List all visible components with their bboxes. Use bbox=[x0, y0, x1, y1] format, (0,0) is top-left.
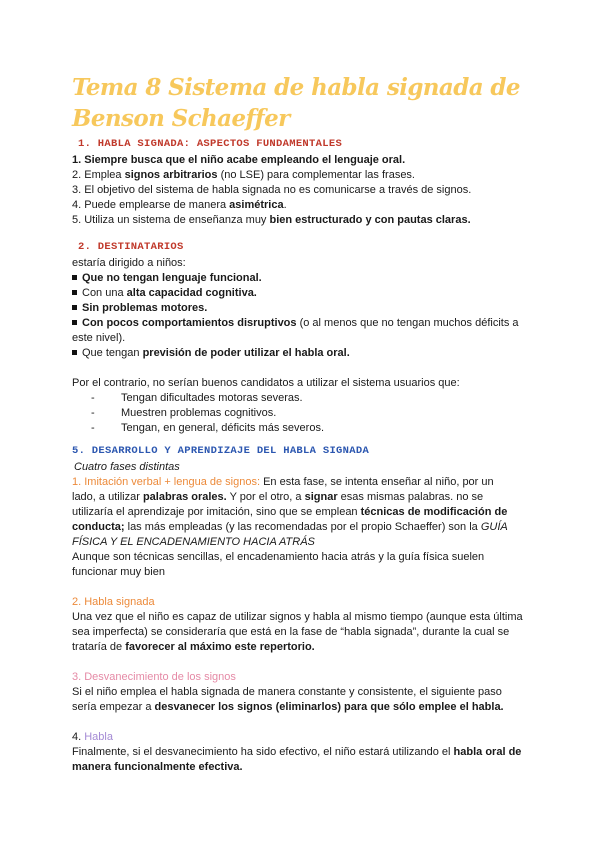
phase-4-title: Habla bbox=[84, 731, 113, 743]
contrary-text: Por el contrario, no serían buenos candidatos a utilizar el sistema usuarios que: bbox=[72, 377, 460, 389]
phase-1-line: 1. Imitación verbal + lengua de signos: En esta fase, se intenta enseñar al niño, por un bbox=[72, 476, 494, 488]
bullet-item: Con pocos comportamientos disruptivos (o al menos que no tengan muchos déficits a bbox=[72, 316, 532, 331]
square-bullet-icon bbox=[72, 305, 77, 310]
square-bullet-icon bbox=[72, 290, 77, 295]
intro-text: estaría dirigido a niños: bbox=[72, 257, 186, 269]
section-5: 5. DESARROLLO Y APRENDIZAJE DEL HABLA SIGNADA Cuatro fases distintas 1. Imitación verbal + lengua de signos: En esta fase, se intenta enseñar al niño, por un lado, a utilizar palabras orales. Y por el otro, a signar esas mismas palabras. no se utilizaría el aprendizaje por imitación, sino que se emplean técnicas de modificación de conducta; las más empleadas (y las recomendadas por el propio Schaeffer) son la GUÍA FÍSICA Y EL ENCADENAMIENTO HACIA ATRÁS Aunque son técnicas sencillas, el encadenamiento hacia atrás y la guía física suelen funcionar muy bien 2. Habla signada Una vez que el niño es capaz de utilizar signos y habla al mismo tiempo (aunque esta última sea imperfecta) se consideraría que está en la fase de “habla signada”, durante la cual se trataría de favorecer al máximo este repertorio. 3. Desvanecimiento de los signos Si el niño emplea el habla signada de manera constante y consistente, el siguiente paso sería empezar a desvanecer los signos (eliminarlos) para que sólo emplee el habla. 4. Habla Finalmente, si el desvanecimiento ha sido efectivo, el niño estará utilizando el habla oral de manera funcionalmente efectiva. bbox=[72, 445, 532, 775]
point-2: 2. Emplea signos arbitrarios (no LSE) para complementar las frases. bbox=[72, 169, 415, 181]
phase-3-title: 3. Desvanecimiento de los signos bbox=[72, 671, 236, 683]
square-bullet-icon bbox=[72, 275, 77, 280]
bullet-item-cont: este nivel). bbox=[72, 332, 126, 344]
section-heading: 5. DESARROLLO Y APRENDIZAJE DEL HABLA SIGNADA bbox=[72, 445, 370, 457]
bullet-item: Que no tengan lenguaje funcional. bbox=[72, 271, 532, 286]
dash-item: - Tengan dificultades motoras severas. bbox=[91, 392, 303, 404]
section-2 bbox=[72, 241, 532, 436]
bullet-item: Con una alta capacidad cognitiva. bbox=[72, 286, 532, 301]
section-heading: 1. HABLA SIGNADA: ASPECTOS FUNDAMENTALES bbox=[78, 138, 343, 150]
phase-4-line: 4. Habla bbox=[72, 731, 113, 743]
phase-2-title: 2. Habla signada bbox=[72, 596, 155, 608]
document-title: Tema 8 Sistema de habla signada de Benson Schaeffer bbox=[72, 74, 520, 132]
dash-item: - Tengan, en general, déficits más severos. bbox=[91, 422, 325, 434]
bullet-item: Que tengan previsión de poder utilizar el habla oral. bbox=[72, 346, 532, 361]
section-1 bbox=[72, 138, 532, 228]
section-heading: 2. DESTINATARIOS bbox=[78, 241, 184, 253]
dash-item: - Muestren problemas cognitivos. bbox=[91, 407, 277, 419]
phase-1-title: 1. Imitación verbal + lengua de signos: bbox=[72, 476, 261, 488]
square-bullet-icon bbox=[72, 320, 77, 325]
point-5: 5. Utiliza un sistema de enseñanza muy bien estructurado y con pautas claras. bbox=[72, 214, 471, 226]
point-3: 3. El objetivo del sistema de habla signada no es comunicarse a través de signos. bbox=[72, 184, 472, 196]
subheading: Cuatro fases distintas bbox=[74, 461, 180, 473]
point-1: 1. Siempre busca que el niño acabe empleando el lenguaje oral. bbox=[72, 154, 406, 166]
square-bullet-icon bbox=[72, 350, 77, 355]
bullet-item: Sin problemas motores. bbox=[72, 301, 532, 316]
point-4: 4. Puede emplearse de manera asimétrica. bbox=[72, 199, 287, 211]
